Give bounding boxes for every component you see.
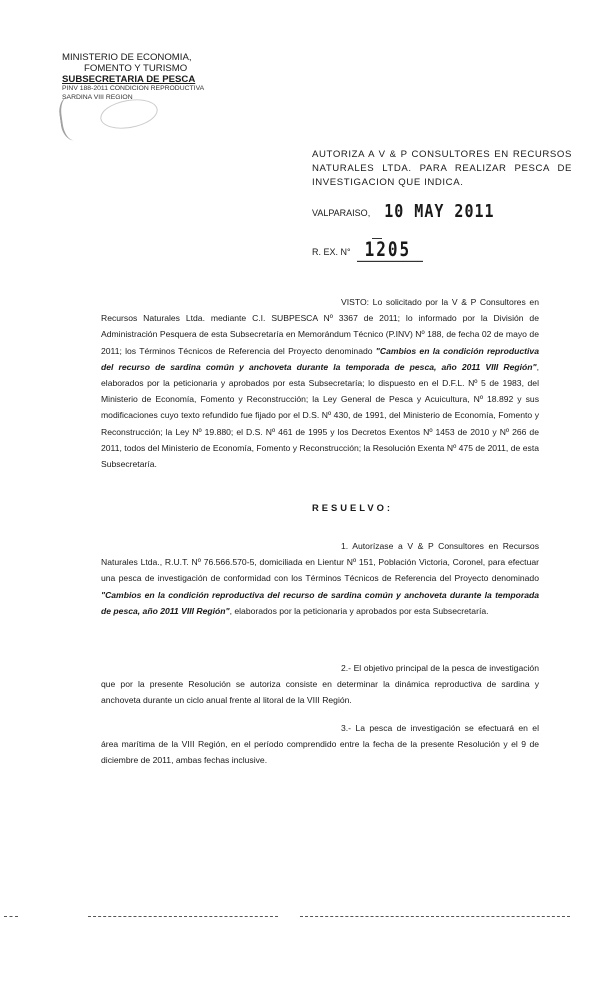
item-3-text: 3.- La pesca de investigación se efectuará en el área marítima de la VIII Región, en el período comprendido entre la fecha de la presente Resolución y el 9 de diciembre de 2011, ambas fechas inclusive. xyxy=(101,723,539,766)
letterhead-ministry-cont: FOMENTO Y TURISMO xyxy=(84,63,188,74)
resolution-label: R. EX. N° xyxy=(312,247,351,257)
bottom-rule-middle xyxy=(88,916,278,917)
bottom-rule-right xyxy=(300,916,570,917)
item-2-text: 2.- El objetivo principal de la pesca de investigación que por la presente Resolución se autoriza consiste en determinar la dinámica reproductiva de sardina y anchoveta durante un ciclo anual frente al litoral de la VIII Región. xyxy=(101,663,539,706)
item-1-part2: , elaborados por la peticionaria y aprobados por esta Subsecretaría. xyxy=(229,605,489,616)
item-2-paragraph xyxy=(101,660,539,709)
resolution-number-line xyxy=(312,240,423,260)
item-1-part1: 1. Autorízase a V & P Consultores en Recursos Naturales Ltda., R.U.T. Nº 76.566.570-5, domiciliada en Lientur Nº 151, Población Victoria, Coronel, para efectuar una pesca de investigación de conformidad con los Términos Técnicos de Referencia del Proyecto denominado xyxy=(101,541,539,584)
resuelvo-heading: RESUELVO: xyxy=(312,502,393,513)
letterhead-reference: PINV 188-2011 CONDICION REPRODUCTIVA xyxy=(62,85,205,92)
visto-project-title: "Cambios en la condición reproductiva del recurso de sardina común y anchoveta durante la temporada de pesca, año 2011 VIII Región" xyxy=(101,345,539,372)
date-stamp: 10 MAY 2011 xyxy=(384,200,495,222)
item-1-paragraph xyxy=(101,538,539,619)
letterhead-ministry: MINISTERIO DE ECONOMIA, xyxy=(62,52,192,63)
item-3-paragraph xyxy=(101,720,539,769)
visto-part1: VISTO: Lo solicitado por la V & P Consultores en Recursos Naturales Ltda. mediante C.I. SUBPESCA Nº 3367 de 2011; lo informado por la División de Administración Pesquera de esta Subsecretaría en Memorándum Técnico (P.INV) Nº 188, de fecha 02 de mayo de 2011; los Términos Técnicos de Referencia del Proyecto denominado xyxy=(101,297,539,356)
resolution-number: 1205 xyxy=(357,238,424,262)
visto-text xyxy=(101,294,539,472)
letterhead-reference-cont: SARDINA VIII REGION xyxy=(62,93,133,101)
stamp-mark xyxy=(57,94,91,141)
letterhead-subsecretaria: SUBSECRETARIA DE PESCA xyxy=(62,74,196,85)
document-subject: AUTORIZA A V & P CONSULTORES EN RECURSOS NATURALES LTDA. PARA REALIZAR PESCA DE INVESTIGACION QUE INDICA. xyxy=(312,149,572,188)
bottom-rule-left xyxy=(4,916,18,917)
date-line xyxy=(312,202,495,220)
item-1-text xyxy=(101,538,539,619)
visto-part2: , elaborados por la peticionaria y aprobados por esta Subsecretaría; lo dispuesto en el D.F.L. Nº 5 de 1983, del Ministerio de Economía, Fomento y Reconstrucción; la Ley General de Pesca y Acuicultura, Nº 18.892 y sus modificaciones cuyo texto refundido fue fijado por el D.S. Nº 430, de 1991, del Ministerio de Economía, Fomento y Reconstrucción; la Ley Nº 19.880; el D.S. Nº 461 de 1995 y los Decretos Exentos Nº 1453 de 2010 y Nº 266 de 2011, todos del Ministerio de Economía, Fomento y Reconstrucción; la Resolución Exenta Nº 475 de 2011, de esta Subsecretaría. xyxy=(101,361,539,470)
date-label: VALPARAISO, xyxy=(312,208,371,218)
item-1-project-title: "Cambios en la condición reproductiva del recurso de sardina común y anchoveta durante la temporada de pesca, año 2011 VIII Región" xyxy=(101,589,539,616)
visto-paragraph xyxy=(101,294,539,472)
